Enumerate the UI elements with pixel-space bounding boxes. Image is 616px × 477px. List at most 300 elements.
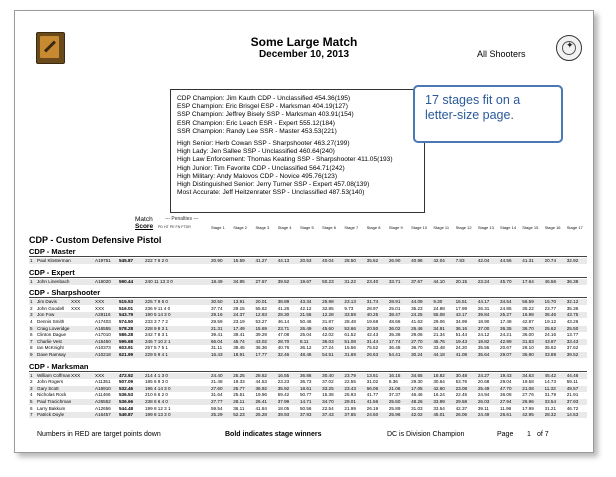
stage-time-cell: 40.25 [366,312,379,318]
member-id-cell: XXX [95,305,105,311]
stage-time-cell: 25.25 [233,372,245,378]
stage-time-cell: 43.34 [299,299,312,305]
place-cell: 1 [30,258,33,263]
stage-time-cell: 23.43 [344,385,356,391]
match-score-cell: 621.99 [119,352,134,357]
penalties-cell: 228 9 8 3 1 [145,325,168,331]
stage-time-cell: 18.91 [233,352,245,357]
stage-time-cell: 11.33 [544,385,556,391]
stage-time-cell: 30.50 [211,299,223,305]
stage-time-cell: 59.42 [277,392,290,398]
shooter-name: Charlie Vest [37,338,62,344]
shooter-name: William Coffman [37,372,71,378]
shooter-name: Craig Loveridge [37,325,70,331]
stage-time-cell: 29.01 [344,399,356,404]
stage-time-cell: 37.43 [322,412,334,418]
stage-time-cell: 36.73 [299,379,312,385]
stage-time-cell: 35.38 [388,332,401,338]
match-score-cell: 472.92 [119,372,134,378]
stage-time-cell: 51.44 [455,332,468,338]
stage-time-cell: 36.92 [255,385,267,391]
stage-time-cell: 20.90 [211,258,223,263]
stage-time-cell: 28.10 [522,345,534,351]
stage-time-cell: 16.24 [433,392,445,398]
table-row [29,386,587,392]
stage-time-cell: 23.79 [344,372,356,378]
stage-time-cell: 45.01 [433,412,445,418]
match-score-cell: 586.28 [119,332,134,338]
shooter-name: Paul Tracichman [37,399,72,404]
shooter-name: John Linenbach [37,278,70,284]
stage-time-cell: 15.69 [255,325,267,331]
stage-time-cell: 42.87 [522,319,534,324]
stage-time-cell: 41.08 [455,352,468,357]
stage-time-cell: 75.52 [366,345,379,351]
high-line: High Senior: Herb Cowan SSP - Sharpshooter 463.27(199) [177,140,350,148]
stage-time-cell: 46.72 [566,405,579,411]
stage-time-cell: 36.38 [566,278,579,284]
stage-time-cell: 42.12 [299,305,312,311]
stage-time-cell: 28.62 [255,372,267,378]
stage-time-cell: 35.22 [522,305,534,311]
match-score-cell: 544.48 [119,405,134,411]
stage-time-cell: 55.08 [433,312,445,318]
stage-time-cell: 44.17 [477,299,490,305]
high-line: High Military: Andy Malovos CDP - Novice 495.76(123) [177,172,338,180]
stage-header: Stage 16 [544,225,561,230]
match-date: December 10, 2013 [258,49,350,60]
stage-time-cell: 19.67 [299,278,312,284]
idpa-seal-icon: ✦ [556,35,582,61]
stage-time-cell: 35.92 [277,385,290,391]
stage-time-cell: 40.76 [277,345,290,351]
stage-time-cell: 24.16 [544,332,557,338]
place-cell: 5 [30,325,33,331]
stage-time-cell: 21.31 [211,325,223,331]
footer-dc-note: DC is Division Champion [387,431,465,438]
division-title: CDP - Custom Defensive Pistol [29,235,162,245]
stage-time-cell: 20.67 [500,345,512,351]
stage-time-cell: 23.40 [366,278,379,284]
stage-time-cell: 41.77 [366,392,379,398]
page-number: 1 [527,431,531,438]
stage-time-cell: 34.70 [322,399,334,404]
member-id-cell: A12656 [95,405,111,411]
champion-line: SSP Champion: Jeffrey Bisely SSP - Marksman 403.91(154) [177,111,354,119]
stage-time-cell: 49.57 [566,385,579,391]
stage-time-cell: 36.86 [299,372,312,378]
table-row [29,379,587,385]
stage-time-cell: 23.71 [277,325,290,331]
footer-red-note: Numbers in RED are target points down [37,431,161,438]
shooter-name: Patrick Doyle [37,412,65,418]
stage-time-cell: 66.06 [366,385,379,391]
stage-time-cell: 18.90 [477,319,490,324]
stage-time-cell: 31.11 [211,345,223,351]
champion-line: SSR Champion: Randy Lee SSR - Master 453.53(221) [177,127,337,135]
stage-time-cell: 15.56 [344,345,356,351]
stage-time-cell: 29.16 [211,312,223,318]
stage-time-cell: 25.50 [388,399,401,404]
stage-time-cell: 36.08 [500,392,512,398]
stage-time-cell: 36.00 [522,332,534,338]
stage-time-cell: 46.46 [411,392,423,398]
penalties-header: --- Penalties --- [165,216,199,222]
penalties-cell: 236 9 11 4 0 [145,305,171,311]
stage-time-cell: 15.38 [322,392,334,398]
high-line: High Law Enforcement: Thomas Keating SSP - Sharpshooter 411.05(193) [177,156,393,164]
stage-time-cell: 21.99 [344,405,356,411]
stage-time-cell: 36.46 [544,312,557,318]
stage-time-cell: 24.20 [455,345,468,351]
high-line: High Junior: Tim Favorite CDP - Unclassified 564.71(242) [177,164,345,172]
stage-header: Stage 11 [433,225,450,230]
stage-time-cell: 21.48 [211,379,223,385]
stage-time-cell: 27.67 [255,278,267,284]
stage-time-cell: 15.59 [233,258,245,263]
table-row [29,326,587,332]
high-line: Most Accurate: Jeff Heitzenrater SSP - Unclassified 487.53(140) [177,189,365,197]
class-header: CDP - Master [29,247,76,256]
stage-time-cell: 26.61 [500,412,512,418]
champions-box [170,89,425,213]
stage-time-cell: 29.30 [411,379,423,385]
table-row [29,345,587,351]
stage-time-cell: 42.99 [500,338,512,344]
stage-time-cell: 23.77 [544,305,557,311]
member-id-cell: A16555 [95,325,111,331]
stage-time-cell: 16.51 [455,299,468,305]
stage-time-cell: 7.83 [455,258,465,263]
stage-time-cell: 44.13 [277,258,290,263]
match-score-cell: 578.28 [119,325,134,331]
report-page [14,10,594,453]
stage-time-cell: 50.56 [299,405,312,411]
stage-time-cell: 31.69 [344,352,356,357]
stage-time-cell: 24.49 [477,412,490,418]
stage-time-cell: 29.58 [455,399,468,404]
stage-time-cell: 24.40 [211,372,223,378]
stage-time-cell: 23.19 [233,319,245,324]
stage-time-cell: 53.66 [344,325,356,331]
stage-time-cell: 17.49 [233,325,245,331]
stage-time-cell: 12.28 [322,312,334,318]
table-row [29,352,587,358]
stage-time-cell: 24.88 [433,305,445,311]
penalties-cell: 225 7 9 5 0 [145,299,168,305]
table-row [29,399,587,405]
high-line: High Distinguished Senior: Jerry Turner SSP - Expert 457.08(139) [177,181,370,189]
member-id-cell: A17403 [95,319,111,324]
stage-time-cell: 31.74 [366,299,379,305]
member-id-cell: A16910 [95,385,111,391]
penalties-cell: 199 8 13 3 0 [145,412,171,418]
stage-time-cell: 41.26 [277,305,290,311]
stage-time-cell: 40.96 [411,258,423,263]
stage-time-cell: 33.54 [544,399,557,404]
stage-time-cell: 42.95 [522,412,534,418]
stage-time-cell: 42.43 [366,332,379,338]
stage-time-cell: 25.77 [233,385,245,391]
stage-time-cell: 24.50 [366,412,379,418]
stage-time-cell: 44.56 [500,258,512,263]
stage-time-cell: 20.01 [255,299,267,305]
stage-time-cell: 35.64 [477,352,490,357]
penalties-cell: 233 3 7 7 2 [145,319,168,324]
match-score-cell: 532.46 [119,385,134,391]
stage-time-cell: 27.76 [522,392,534,398]
stage-time-cell: 24.27 [477,372,490,378]
place-cell: 2 [30,305,33,311]
match-score-cell: 507.09 [119,379,134,385]
stage-time-cell: 19.82 [477,338,490,344]
stage-time-cell: 37.02 [322,379,334,385]
stage-time-cell: 20.74 [544,258,557,263]
stage-time-cell: 41.63 [411,319,423,324]
stage-time-cell: 25.89 [388,405,401,411]
stage-time-cell: 32.12 [566,299,579,305]
place-cell: 7 [30,338,33,344]
stage-time-cell: 28.70 [277,338,290,344]
stage-time-cell: 30.64 [433,379,445,385]
stage-time-cell: 27.24 [322,345,334,351]
stage-header: Stage 13 [477,225,494,230]
stage-time-cell: 43.02 [255,338,267,344]
stage-time-cell: 39.93 [277,412,290,418]
stage-time-cell: 43.26 [566,319,579,324]
place-cell: 5 [30,399,33,404]
stage-time-cell: 35.55 [477,345,490,351]
stage-time-cell: 50.46 [299,319,312,324]
stage-time-cell: 26.03 [477,399,490,404]
class-divider [29,297,587,298]
stage-time-cell: 27.77 [211,399,223,404]
stage-time-cell: 35.23 [411,305,423,311]
stage-time-cell: 22.54 [322,405,334,411]
stage-time-cell: 27.70 [411,338,423,344]
classification-cell: XXX [71,372,81,378]
stage-time-cell: 19.33 [233,379,245,385]
stage-time-cell: 47.08 [277,332,290,338]
stage-time-cell: 31.22 [344,278,356,284]
stage-time-cell: 25.51 [233,392,245,398]
stage-time-cell: 25.28 [255,412,267,418]
shooter-name: Nicholas Rock [37,392,67,398]
stage-time-cell: 15.70 [544,299,557,305]
stage-time-cell: 29.59 [211,319,223,324]
shooter-name: Gary Scott [37,385,59,391]
stage-time-cell: 34.95 [233,278,245,284]
match-score-cell: 536.66 [119,399,134,404]
match-score-cell: 549.87 [119,412,134,418]
shooter-name: John Goodell [37,305,65,311]
stage-time-cell: 31.64 [211,392,223,398]
stage-time-cell: 27.94 [500,399,512,404]
table-row [29,406,587,412]
stage-time-cell: 42.37 [455,405,468,411]
stage-time-cell: 8.11 [299,338,309,344]
shooter-name: Jim Davis [37,299,57,305]
stage-time-cell: 25.62 [544,325,557,331]
stage-time-cell: 33.59 [344,312,356,318]
stage-time-cell: 27.60 [211,385,223,391]
place-cell: 1 [30,278,33,284]
stage-time-cell: 23.13 [344,299,356,305]
table-row [29,306,587,312]
stage-time-cell: 31.44 [366,338,379,344]
match-score-cell: 515.53 [119,299,134,305]
stage-time-cell: 38.47 [388,312,401,318]
stage-time-cell: 37.93 [566,399,579,404]
stage-time-cell: 52.23 [233,412,245,418]
stage-time-cell: 59.54 [211,405,223,411]
stage-time-cell: 18.05 [277,405,290,411]
stage-time-cell: 25.27 [500,312,512,318]
place-cell: 1 [30,299,33,305]
stage-time-cell: 13.77 [566,332,579,338]
stage-time-cell: 18.61 [299,385,312,391]
stage-time-cell: 24.25 [411,312,423,318]
stage-time-cell: 13.61 [366,372,379,378]
stage-time-cell: 38.89 [277,299,290,305]
stage-time-cell: 31.02 [366,379,379,385]
stage-time-cell: 36.16 [455,325,468,331]
place-cell: 1 [30,372,33,378]
stage-time-cell: 21.91 [566,392,579,398]
stage-time-cell: 20.68 [477,379,490,385]
stage-time-cell: 44.53 [255,379,267,385]
stage-time-cell: 14.53 [566,412,579,418]
stage-time-cell: 36.70 [411,345,423,351]
place-cell: 6 [30,405,33,411]
stage-time-cell: 20.50 [366,325,379,331]
stage-time-cell: 39.52 [566,352,579,357]
stage-time-cell: 19.58 [522,379,534,385]
stage-time-cell: 29.04 [500,379,512,385]
stage-time-cell: 19.68 [366,319,379,324]
table-row [29,279,587,285]
penalties-cell: 238 6 6 4 0 [145,399,168,404]
stage-time-cell: 30.24 [411,352,423,357]
stage-time-cell: 19.43 [455,338,468,344]
stage-time-cell: 13.91 [233,299,245,305]
stage-time-cell: 19.12 [544,319,557,324]
stage-time-cell: 45.60 [322,325,334,331]
member-id-cell: A10373 [95,345,111,351]
stage-time-cell: 17.99 [522,405,534,411]
stage-header: Stage 15 [522,225,539,230]
stage-time-cell: 32.92 [566,258,579,263]
match-score-cell: 543.79 [119,312,134,318]
stage-time-cell: 34.99 [455,319,468,324]
stage-time-cell: 25.98 [322,299,334,305]
stage-time-cell: 26.63 [366,352,379,357]
stage-time-cell: 30.48 [455,372,468,378]
stage-time-cell: 26.96 [522,399,534,404]
stage-time-cell: 26.90 [388,258,401,263]
callout-note: 17 stages fit on a letter-size page. [413,85,563,143]
stage-time-cell: 36.70 [522,325,534,331]
stage-time-cell: 24.12 [477,332,490,338]
table-row [29,339,587,345]
stage-time-cell: 31.87 [322,319,334,324]
stage-time-cell: 34.63 [522,372,534,378]
shooter-name: John Rogers [37,379,64,385]
stage-time-cell: 37.67 [411,278,423,284]
stage-time-cell: 37.00 [477,325,490,331]
stage-time-cell: 42.02 [411,412,423,418]
place-cell: 7 [30,412,33,418]
table-row [29,392,587,398]
stage-time-cell: 41.84 [255,405,267,411]
stage-time-cell: 19.43 [500,372,512,378]
stage-time-cell: 41.31 [522,258,534,263]
stage-time-cell: 40.04 [322,258,334,263]
stage-time-cell: 47.70 [500,385,512,391]
stage-time-cell: 14.71 [299,399,312,404]
shooter-name: Dennis Smith [37,319,65,324]
stage-time-cell: 25.01 [388,305,401,311]
stage-time-cell: 31.21 [544,405,557,411]
shooter-name: Jon Fow [37,312,55,318]
stage-time-cell: 46.14 [277,319,290,324]
stage-time-cell: 29.15 [233,305,245,311]
member-id-cell: A28116 [95,312,111,318]
stage-time-cell: 44.10 [433,278,445,284]
stage-time-cell: 36.36 [255,345,267,351]
stage-time-cell: 37.99 [277,399,290,404]
stage-time-cell: 59.11 [566,379,578,385]
stage-time-cell: 35.62 [544,345,557,351]
stage-time-cell: 25.49 [477,385,490,391]
member-id-cell: A11466 [95,392,111,398]
stage-time-cell: 39.41 [233,332,245,338]
stage-header: Stage 12 [455,225,472,230]
stage-time-cell: 39.41 [211,332,223,338]
stage-header: Stage 14 [500,225,517,230]
member-id-cell: A26552 [95,399,111,404]
stage-time-cell: 42.60 [433,385,445,391]
stage-header: Stage 2 [233,225,248,230]
stage-time-cell: 21.34 [433,332,445,338]
stage-time-cell: 12.93 [255,312,267,318]
penalties-cell: 222 7 6 2 0 [145,258,168,263]
stage-time-cell: 38.45 [233,345,245,351]
stage-time-cell: 36.11 [233,405,245,411]
stage-time-cell: 26.41 [255,399,267,404]
stage-time-cell: 33.99 [433,399,445,404]
stage-time-cell: 23.24 [477,278,490,284]
stage-time-cell: 45.70 [500,278,512,284]
stage-time-cell: 23.08 [455,385,468,391]
stage-time-cell: 24.21 [500,332,512,338]
stage-time-cell: 25.93 [344,392,356,398]
stage-time-cell: 28.97 [366,305,379,311]
match-score-cell: 590.44 [119,278,134,284]
champion-line: CDP Champion: Jim Kauth CDP - Unclassified 454.36(195) [177,95,351,102]
place-cell: 2 [30,379,33,385]
class-divider [29,371,587,372]
place-cell: 6 [30,332,33,338]
shooter-name: Paul Klosterman [37,258,71,263]
stage-time-cell: 66.04 [211,338,223,344]
match-score-cell: 536.53 [119,392,134,398]
stage-header: Stage 5 [299,225,314,230]
shooter-scope: All Shooters [477,49,526,59]
place-cell: 3 [30,312,33,318]
page-count: of 7 [537,431,549,438]
penalties-cell: 240 11 13 3 0 [145,278,173,284]
